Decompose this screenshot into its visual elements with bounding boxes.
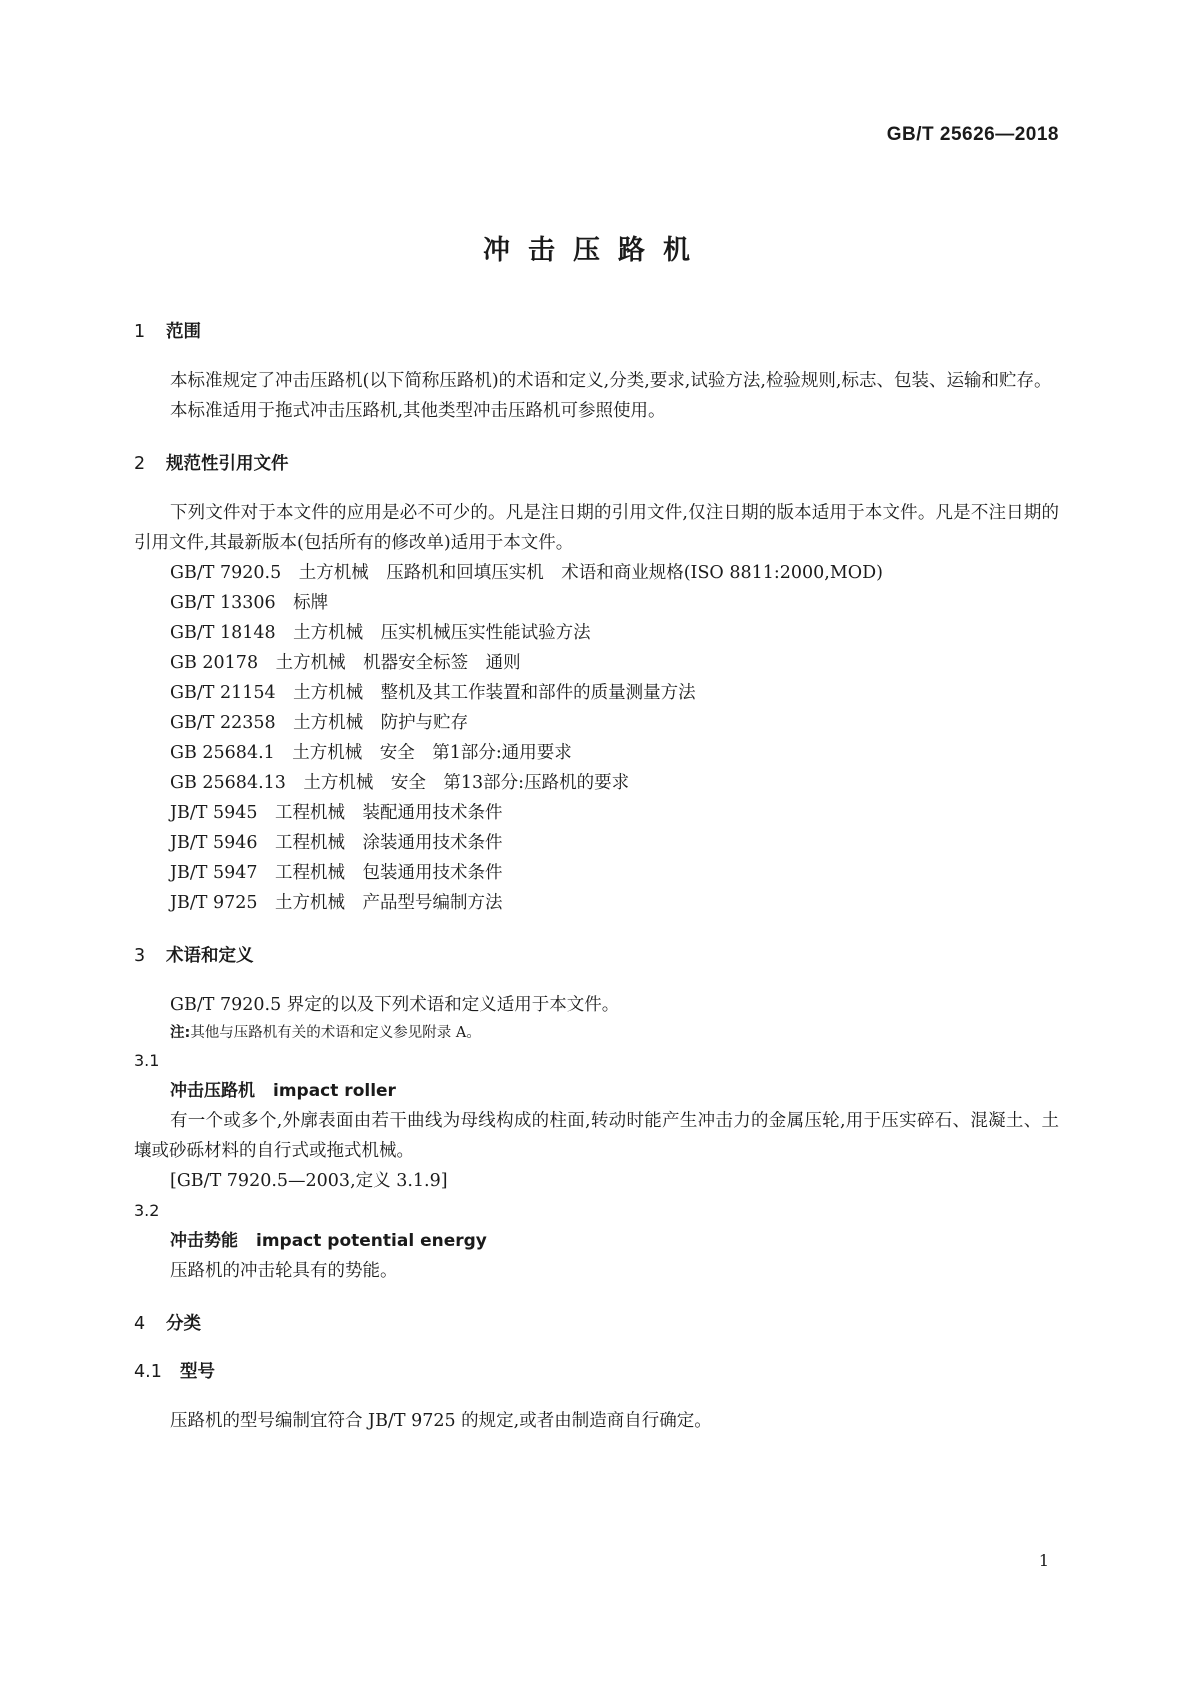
term-zh: 冲击压路机 xyxy=(170,1081,255,1101)
section-title: 分类 xyxy=(166,1314,201,1334)
reference-item: GB 25684.13 土方机械 安全 第13部分:压路机的要求 xyxy=(170,773,630,793)
section-number: 2 xyxy=(134,454,146,474)
standard-code: GB/T 25626—2018 xyxy=(886,124,1059,145)
note-text: 其他与压路机有关的术语和定义参见附录 A。 xyxy=(190,1025,481,1041)
document-body xyxy=(134,318,1059,1436)
reference-item: JB/T 5947 工程机械 包装通用技术条件 xyxy=(170,863,503,883)
reference-item: GB 25684.1 土方机械 安全 第1部分:通用要求 xyxy=(170,743,572,763)
subsection-heading xyxy=(134,1358,1059,1386)
section-title: 术语和定义 xyxy=(166,946,254,966)
term-zh: 冲击势能 xyxy=(170,1231,238,1251)
reference-item: GB/T 22358 土方机械 防护与贮存 xyxy=(170,713,469,733)
paragraph: 本标准规定了冲击压路机(以下简称压路机)的术语和定义,分类,要求,试验方法,检验规则,标志、包装、运输和贮存。 xyxy=(170,371,1052,391)
term-definition: 有一个或多个,外廓表面由若干曲线为母线构成的柱面,转动时能产生冲击力的金属压轮,用于压实碎石、混凝土、土壤或砂砾材料的自行式或拖式机械。 xyxy=(134,1111,1059,1161)
document-title: 冲击压路机 xyxy=(483,235,708,266)
section-title: 范围 xyxy=(166,322,201,342)
paragraph: 本标准适用于拖式冲击压路机,其他类型冲击压路机可参照使用。 xyxy=(170,401,666,421)
term-number: 3.1 xyxy=(134,1051,160,1070)
reference-item: GB/T 7920.5 土方机械 压路机和回填压实机 术语和商业规格(ISO 8811:2000,MOD) xyxy=(170,563,883,583)
term-en: impact roller xyxy=(273,1081,396,1101)
section-title: 规范性引用文件 xyxy=(166,454,289,474)
section-number: 1 xyxy=(134,322,146,342)
reference-item: GB 20178 土方机械 机器安全标签 通则 xyxy=(170,653,521,673)
paragraph: GB/T 7920.5 界定的以及下列术语和定义适用于本文件。 xyxy=(170,995,620,1015)
term-en: impact potential energy xyxy=(256,1231,487,1251)
reference-item: GB/T 13306 标牌 xyxy=(170,593,329,613)
term-definition: 压路机的冲击轮具有的势能。 xyxy=(170,1261,398,1281)
term-title xyxy=(134,1076,1059,1106)
section-1-heading xyxy=(134,318,1059,346)
reference-item: JB/T 5945 工程机械 装配通用技术条件 xyxy=(170,803,503,823)
note-label: 注: xyxy=(170,1025,191,1041)
reference-item: JB/T 9725 土方机械 产品型号编制方法 xyxy=(170,893,503,913)
term-title xyxy=(134,1226,1059,1256)
term-source: [GB/T 7920.5—2003,定义 3.1.9] xyxy=(170,1171,448,1191)
reference-item: JB/T 5946 工程机械 涂装通用技术条件 xyxy=(170,833,503,853)
section-number: 4 xyxy=(134,1314,146,1334)
subsection-number: 4.1 xyxy=(134,1362,162,1382)
paragraph: 压路机的型号编制宜符合 JB/T 9725 的规定,或者由制造商自行确定。 xyxy=(170,1411,712,1431)
paragraph: 下列文件对于本文件的应用是必不可少的。凡是注日期的引用文件,仅注日期的版本适用于本文件。凡是不注日期的引用文件,其最新版本(包括所有的修改单)适用于本文件。 xyxy=(134,503,1059,553)
note xyxy=(134,1020,1059,1046)
term-number: 3.2 xyxy=(134,1201,160,1220)
reference-item: GB/T 18148 土方机械 压实机械压实性能试验方法 xyxy=(170,623,591,643)
section-4-heading xyxy=(134,1310,1059,1338)
reference-item: GB/T 21154 土方机械 整机及其工作装置和部件的质量测量方法 xyxy=(170,683,696,703)
subsection-title: 型号 xyxy=(180,1362,215,1382)
section-2-heading xyxy=(134,450,1059,478)
page-number: 1 xyxy=(1038,1551,1049,1570)
section-3-heading xyxy=(134,942,1059,970)
section-number: 3 xyxy=(134,946,146,966)
